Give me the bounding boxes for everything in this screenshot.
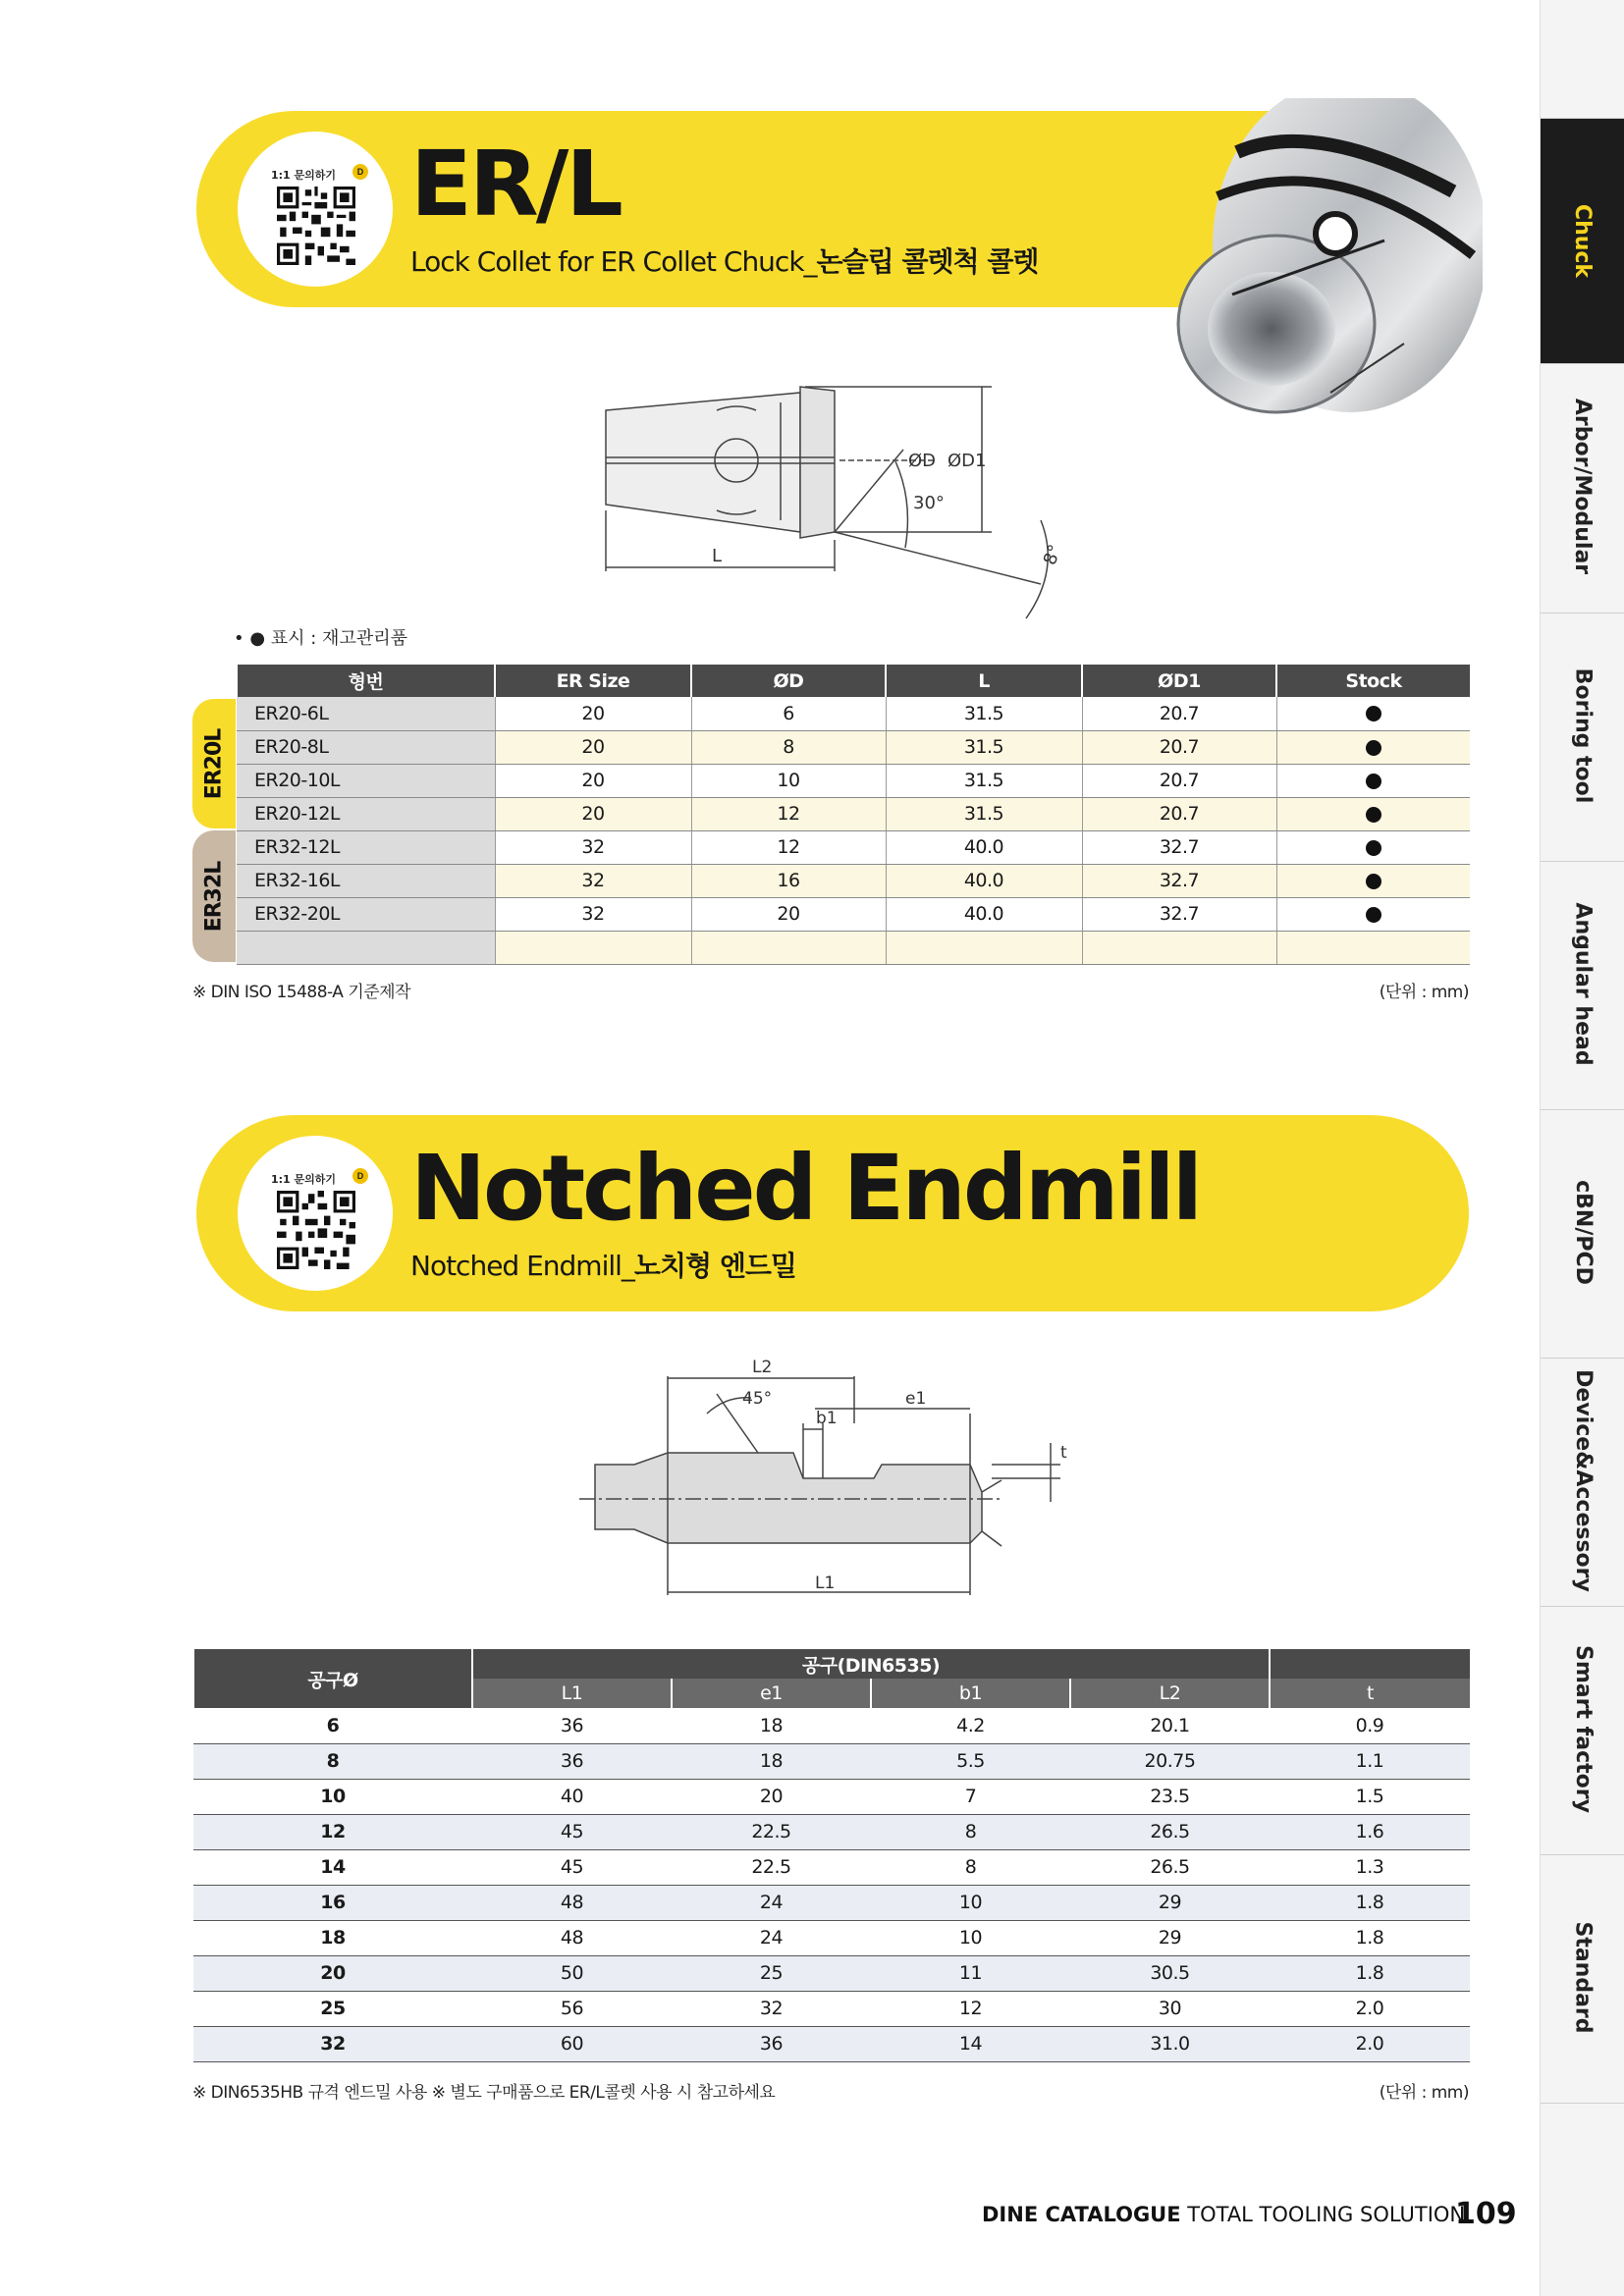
cell-l: 31.5 (886, 697, 1082, 730)
cell-er-size: 20 (495, 797, 691, 830)
table-row (193, 1885, 1470, 1920)
cell-d: 12 (691, 797, 886, 830)
stock-dot-icon (1366, 840, 1381, 856)
cell-d1: 20.7 (1082, 797, 1276, 830)
table-row (237, 697, 1470, 730)
qr-label: 1:1 문의하기 (271, 1173, 337, 1186)
cell-l1: 48 (472, 1885, 672, 1920)
cell-t: 2.0 (1270, 1991, 1470, 2026)
cell-b1: 10 (871, 1920, 1070, 1955)
cell-e1: 22.5 (672, 1849, 871, 1885)
footer-brand: DINE CATALOGUE (982, 2203, 1181, 2226)
side-tab-angular-head[interactable] (1541, 861, 1624, 1106)
cell-t: 1.8 (1270, 1885, 1470, 1920)
side-tab-standard[interactable] (1541, 1854, 1624, 2100)
table-row (193, 1920, 1470, 1955)
col-header-t: t (1270, 1679, 1470, 1708)
col-header-e1: e1 (672, 1679, 871, 1708)
cell-e1: 24 (672, 1885, 871, 1920)
cell-model: ER20-8L (237, 730, 495, 764)
cell-b1: 14 (871, 2026, 1070, 2061)
ne-title: Notched Endmill (410, 1136, 1201, 1241)
cell-empty (1082, 931, 1276, 964)
cell-er-size: 20 (495, 764, 691, 797)
side-tab-chuck[interactable] (1541, 118, 1624, 363)
cell-l1: 45 (472, 1849, 672, 1885)
cell-l2: 26.5 (1070, 1814, 1270, 1849)
cell-l2: 29 (1070, 1885, 1270, 1920)
cell-l: 31.5 (886, 764, 1082, 797)
cell-d1: 32.7 (1082, 830, 1276, 864)
group-tab-er20l (192, 699, 236, 828)
cell-stock (1276, 730, 1470, 764)
ne-subtitle-en: Notched Endmill_ (410, 1250, 634, 1282)
cell-d: 6 (691, 697, 886, 730)
side-tab-device-accessory[interactable] (1541, 1358, 1624, 1603)
cell-b1: 4.2 (871, 1708, 1070, 1743)
cell-l2: 31.0 (1070, 2026, 1270, 2061)
ne-subtitle (410, 1245, 796, 1284)
table-row (193, 1955, 1470, 1991)
cell-l: 31.5 (886, 797, 1082, 830)
cell-t: 0.9 (1270, 1708, 1470, 1743)
cell-tool: 8 (193, 1743, 472, 1779)
side-navigation (1540, 0, 1624, 2296)
cell-tool: 6 (193, 1708, 472, 1743)
page-number: 109 (1455, 2197, 1517, 2231)
cell-d1: 32.7 (1082, 897, 1276, 931)
ne-usage-note: ※ DIN6535HB 규격 엔드밀 사용 ※ 별도 구매품으로 ER/L콜렛 사용 시 참고하세요 (192, 2083, 776, 2103)
table-row (193, 1849, 1470, 1885)
cell-l2: 20.75 (1070, 1743, 1270, 1779)
group-label: ER32L (201, 861, 227, 932)
cell-model: ER32-12L (237, 830, 495, 864)
cell-l2: 30 (1070, 1991, 1270, 2026)
cell-t: 1.6 (1270, 1814, 1470, 1849)
col-header-b1: b1 (871, 1679, 1070, 1708)
cell-tool: 25 (193, 1991, 472, 2026)
cell-d1: 20.7 (1082, 730, 1276, 764)
cell-stock (1276, 897, 1470, 931)
cell-l1: 36 (472, 1743, 672, 1779)
footer-tagline: TOTAL TOOLING SOLUTION (1187, 2203, 1466, 2226)
cell-l1: 48 (472, 1920, 672, 1955)
cell-l1: 50 (472, 1955, 672, 1991)
qr-badge-icon: D (352, 1168, 368, 1184)
cell-l2: 30.5 (1070, 1955, 1270, 1991)
table-row (193, 1779, 1470, 1814)
col-header-model: 형번 (237, 665, 495, 697)
cell-model (237, 931, 495, 964)
er-technical-drawing (589, 373, 1100, 628)
ne-spec-table (192, 1649, 1470, 2062)
cell-er-size: 32 (495, 897, 691, 931)
cell-er-size: 20 (495, 730, 691, 764)
qr-code-icon[interactable] (277, 187, 355, 265)
er-subtitle-en: Lock Collet for ER Collet Chuck_ (410, 245, 817, 278)
cell-stock (1276, 864, 1470, 897)
side-tab-arbor-modular[interactable] (1541, 363, 1624, 609)
cell-stock (1276, 697, 1470, 730)
cell-t: 1.5 (1270, 1779, 1470, 1814)
cell-l1: 45 (472, 1814, 672, 1849)
cell-er-size: 20 (495, 697, 691, 730)
stock-legend: • ● 표시 : 재고관리품 (234, 628, 407, 649)
er-unit-note: (단위 : mm) (1379, 983, 1469, 1002)
cell-t: 1.8 (1270, 1920, 1470, 1955)
collet-product-image (1159, 98, 1483, 432)
dim-label-angle45: 45° (742, 1389, 773, 1409)
dim-label-l1: L1 (815, 1574, 836, 1593)
cell-l2: 20.1 (1070, 1708, 1270, 1743)
cell-d1: 20.7 (1082, 764, 1276, 797)
qr-label: 1:1 문의하기 (271, 169, 337, 182)
cell-e1: 22.5 (672, 1814, 871, 1849)
table-row (193, 1743, 1470, 1779)
cell-b1: 11 (871, 1955, 1070, 1991)
table-row (237, 864, 1470, 897)
dim-label-l2: L2 (752, 1358, 773, 1377)
cell-empty (1276, 931, 1470, 964)
table-header-row (237, 665, 1470, 697)
cell-model: ER20-6L (237, 697, 495, 730)
dim-label-angle30: 30° (913, 493, 945, 513)
qr-code-icon[interactable] (277, 1191, 355, 1269)
cell-stock (1276, 830, 1470, 864)
col-header-din6535: 공구(DIN6535) (472, 1649, 1270, 1679)
table-row (193, 1814, 1470, 1849)
side-tab-label: Angular head (1570, 902, 1596, 1066)
cell-t: 2.0 (1270, 2026, 1470, 2061)
cell-d1: 20.7 (1082, 697, 1276, 730)
stock-dot-icon (1366, 774, 1381, 789)
cell-empty (886, 931, 1082, 964)
cell-d: 20 (691, 897, 886, 931)
table-row (237, 897, 1470, 931)
ne-subtitle-kr: 노치형 엔드밀 (633, 1250, 796, 1282)
table-row (193, 2026, 1470, 2061)
cell-l1: 56 (472, 1991, 672, 2026)
cell-tool: 32 (193, 2026, 472, 2061)
cell-l1: 40 (472, 1779, 672, 1814)
cell-tool: 18 (193, 1920, 472, 1955)
er-spec-table (236, 665, 1470, 965)
cell-e1: 25 (672, 1955, 871, 1991)
dim-label-b1: b1 (816, 1409, 838, 1428)
dim-label-e1: e1 (905, 1389, 927, 1409)
cell-stock (1276, 797, 1470, 830)
cell-er-size: 32 (495, 830, 691, 864)
cell-d: 10 (691, 764, 886, 797)
table-row (237, 830, 1470, 864)
cell-tool: 12 (193, 1814, 472, 1849)
qr-card[interactable] (238, 132, 393, 287)
side-tab-smart-factory[interactable] (1541, 1606, 1624, 1851)
cell-d1: 32.7 (1082, 864, 1276, 897)
cell-t: 1.3 (1270, 1849, 1470, 1885)
er-standard-note: ※ DIN ISO 15488-A 기준제작 (192, 983, 411, 1002)
cell-tool: 14 (193, 1849, 472, 1885)
cell-d: 12 (691, 830, 886, 864)
qr-badge-icon: D (352, 164, 368, 180)
table-row (237, 764, 1470, 797)
side-tab-label: Arbor/Modular (1570, 398, 1596, 575)
cell-e1: 24 (672, 1920, 871, 1955)
col-header-l1: L1 (472, 1679, 672, 1708)
cell-empty (495, 931, 691, 964)
side-tab-label: Device&Accessory (1570, 1369, 1596, 1592)
group-tab-er32l (192, 830, 236, 962)
side-tab-label: cBN/PCD (1570, 1180, 1596, 1285)
cell-l2: 26.5 (1070, 1849, 1270, 1885)
cell-e1: 32 (672, 1991, 871, 2026)
table-row (193, 1991, 1470, 2026)
er-subtitle-kr: 논슬립 콜렛척 콜렛 (816, 245, 1039, 278)
cell-b1: 10 (871, 1885, 1070, 1920)
cell-model: ER20-12L (237, 797, 495, 830)
cell-tool: 20 (193, 1955, 472, 1991)
cell-model: ER32-20L (237, 897, 495, 931)
side-tab-label: Boring tool (1570, 667, 1596, 804)
cell-t: 1.8 (1270, 1955, 1470, 1991)
cell-e1: 36 (672, 2026, 871, 2061)
cell-tool: 16 (193, 1885, 472, 1920)
cell-l2: 29 (1070, 1920, 1270, 1955)
col-header-l: L (886, 665, 1082, 697)
dim-label-d1: ØD1 (947, 451, 987, 471)
cell-b1: 12 (871, 1991, 1070, 2026)
stock-dot-icon (1366, 874, 1381, 889)
stock-dot-icon (1366, 706, 1381, 721)
stock-dot-icon (1366, 907, 1381, 923)
col-header-d: ØD (691, 665, 886, 697)
table-row (193, 1708, 1470, 1743)
side-tab-boring-tool[interactable] (1541, 613, 1624, 858)
dim-label-d: ØD (908, 451, 937, 471)
table-header-row (193, 1649, 1470, 1679)
cell-l: 40.0 (886, 864, 1082, 897)
table-row (237, 797, 1470, 830)
er-title: ER/L (410, 132, 621, 237)
ne-title-banner (196, 1115, 1469, 1311)
cell-model: ER32-16L (237, 864, 495, 897)
cell-d: 16 (691, 864, 886, 897)
cell-tool: 10 (193, 1779, 472, 1814)
cell-e1: 18 (672, 1743, 871, 1779)
stock-dot-icon (1366, 740, 1381, 756)
stock-dot-icon (1366, 807, 1381, 823)
cell-er-size: 32 (495, 864, 691, 897)
cell-stock (1276, 764, 1470, 797)
dim-label-l: L (712, 546, 723, 566)
cell-d: 8 (691, 730, 886, 764)
cell-l: 40.0 (886, 897, 1082, 931)
cell-b1: 8 (871, 1814, 1070, 1849)
ne-technical-drawing (569, 1355, 1080, 1610)
col-header-stock: Stock (1276, 665, 1470, 697)
col-header-d1: ØD1 (1082, 665, 1276, 697)
side-tab-empty (1541, 2103, 1624, 2296)
er-subtitle (410, 240, 1038, 280)
dim-label-angle8: 8° (1039, 542, 1066, 568)
col-header-er-size: ER Size (495, 665, 691, 697)
cell-l1: 36 (472, 1708, 672, 1743)
side-tab-cbn-pcd[interactable] (1541, 1109, 1624, 1355)
cell-b1: 5.5 (871, 1743, 1070, 1779)
cell-b1: 8 (871, 1849, 1070, 1885)
col-header-tool: 공구Ø (193, 1649, 472, 1708)
page-footer (982, 2203, 1512, 2226)
group-label: ER20L (201, 728, 227, 799)
side-tab-label: Smart factory (1570, 1645, 1596, 1813)
cell-e1: 18 (672, 1708, 871, 1743)
table-row-empty (237, 931, 1470, 964)
dim-label-t: t (1060, 1443, 1067, 1463)
cell-t: 1.1 (1270, 1743, 1470, 1779)
cell-b1: 7 (871, 1779, 1070, 1814)
table-row (237, 730, 1470, 764)
side-tab-label: Standard (1570, 1921, 1596, 2034)
side-tab-label: Chuck (1570, 203, 1596, 279)
col-header-l2: L2 (1070, 1679, 1270, 1708)
qr-card[interactable] (238, 1136, 393, 1291)
cell-l1: 60 (472, 2026, 672, 2061)
col-header-blank (1270, 1649, 1470, 1679)
cell-empty (691, 931, 886, 964)
cell-l: 40.0 (886, 830, 1082, 864)
ne-unit-note: (단위 : mm) (1379, 2083, 1469, 2103)
cell-l2: 23.5 (1070, 1779, 1270, 1814)
cell-l: 31.5 (886, 730, 1082, 764)
cell-model: ER20-10L (237, 764, 495, 797)
cell-e1: 20 (672, 1779, 871, 1814)
